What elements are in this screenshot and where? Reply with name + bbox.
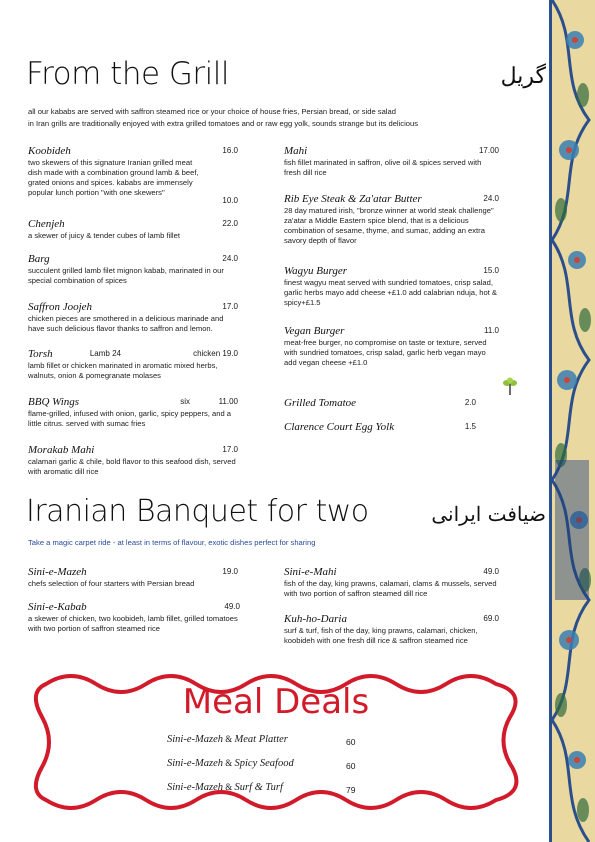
item-name: Chenjeh bbox=[28, 218, 65, 230]
item-price: 16.0 bbox=[222, 146, 238, 155]
item-desc: calamari garlic & chile, bold flavor to this seafood dish, served with aromatic dill rice bbox=[28, 457, 236, 476]
item-desc: two skewers of this signature Iranian grilled meat dish made with a combination ground lamb & beef, grated onions and spices. kababs are immensely popular lunch portion "with one skewers" bbox=[28, 158, 199, 197]
item-price: 19.0 bbox=[222, 567, 238, 576]
item-desc: flame-grilled, infused with onion, garlic, spicy peppers, and a little citrus. served with sumac fries bbox=[28, 409, 232, 428]
item-price: 24.0 bbox=[483, 194, 499, 203]
item-price: 15.0 bbox=[483, 266, 499, 275]
deal-item-a: Sini-e-Mazeh bbox=[167, 734, 223, 745]
deal-row bbox=[167, 758, 294, 769]
menu-item bbox=[284, 613, 499, 646]
deal-amp: & bbox=[222, 782, 235, 792]
item-name: Kuh-ho-Daria bbox=[284, 613, 347, 625]
item-desc: chicken pieces are smothered in a delicious marinade and have such delicious flavor thanks to saffron and lemon. bbox=[28, 314, 224, 333]
item-name: Sini-e-Kabab bbox=[28, 601, 87, 613]
item-name: Saffron Joojeh bbox=[28, 301, 93, 313]
banquet-tagline: Take a magic carpet ride - at least in terms of flavour, exotic dishes perfect for sharing bbox=[28, 538, 316, 547]
grill-intro-line-1: all our kababs are served with saffron steamed rice or your choice of house fries, Persian bread, or side salad bbox=[28, 107, 396, 116]
item-name: Torsh bbox=[28, 348, 53, 360]
deal-item-a: Sini-e-Mazeh bbox=[167, 758, 223, 769]
item-price: 69.0 bbox=[483, 614, 499, 623]
item-price: 11.00 bbox=[218, 397, 238, 406]
item-desc: a skewer of chicken, two koobideh, lamb fillet, grilled tomatoes with two portion of saffron steamed rice bbox=[28, 614, 238, 633]
item-price: 2.0 bbox=[464, 398, 476, 407]
grill-title: From the Grill bbox=[26, 56, 229, 92]
menu-item bbox=[28, 566, 238, 589]
item-desc: surf & turf, fish of the day, king prawns, calamari, chicken, koobideh with one fresh dill rice & saffron steamed rice bbox=[284, 626, 478, 645]
deal-item-a: Sini-e-Mazeh bbox=[167, 782, 223, 793]
deal-amp: & bbox=[222, 758, 235, 768]
item-name: Rib Eye Steak & Za'atar Butter bbox=[284, 193, 422, 205]
item-price: 49.0 bbox=[483, 567, 499, 576]
item-name: Sini-e-Mazeh bbox=[28, 566, 87, 578]
item-desc: 28 day matured irish, "bronze winner at world steak challenge" za'atar a Middle Eastern spice blend, that is a delicious combination of sesame, thyme, and sumac, adding an extra savory depth of flavor bbox=[284, 206, 494, 245]
menu-item bbox=[28, 145, 238, 205]
item-desc: fish fillet marinated in saffron, olive oil & spices served with fresh dill rice bbox=[284, 158, 482, 177]
item-desc: fish of the day, king prawns, calamari, clams & mussels, served with two portion of saffron steamed dill rice bbox=[284, 579, 497, 598]
item-name: Barg bbox=[28, 253, 50, 265]
menu-item bbox=[28, 601, 240, 634]
tile-border-decoration bbox=[549, 0, 595, 842]
item-price-chicken: chicken 19.0 bbox=[193, 349, 238, 358]
deal-item-b: Surf & Turf bbox=[234, 782, 283, 793]
item-name: Mahi bbox=[284, 145, 308, 157]
item-price: 49.0 bbox=[224, 602, 240, 611]
item-name: Clarence Court Egg Yolk bbox=[284, 421, 395, 433]
menu-item bbox=[28, 218, 238, 241]
menu-item bbox=[284, 397, 476, 409]
item-lunch-price: 10.0 bbox=[222, 196, 238, 205]
deal-amp: & bbox=[222, 734, 235, 744]
banquet-persian-title: ضیافت ایرانی bbox=[431, 502, 546, 526]
deal-price: 60 bbox=[346, 761, 356, 771]
menu-item bbox=[284, 145, 499, 178]
item-name: Vegan Burger bbox=[284, 325, 345, 337]
menu-item bbox=[284, 325, 499, 368]
grill-persian-title: گریل bbox=[500, 64, 546, 89]
item-desc: lamb fillet or chicken marinated in aromatic mixed herbs, walnuts, onion & pomegranate molases bbox=[28, 361, 218, 380]
deal-item-b: Spicy Seafood bbox=[234, 758, 294, 769]
item-desc: finest wagyu meat served with sundried tomatoes, crisp salad, garlic herbs mayo add cheese +£1.0 add calabrian nduja, hot & spicy+£1.5 bbox=[284, 278, 497, 307]
item-price: 22.0 bbox=[222, 219, 238, 228]
menu-item bbox=[284, 265, 499, 308]
item-desc: meat-free burger, no compromise on taste or texture, served with sundried tomatoes, crisp salad, garlic herb vegan mayo add vegan cheese +£1.0 bbox=[284, 338, 487, 367]
menu-item bbox=[284, 421, 476, 433]
item-qty: six bbox=[180, 397, 190, 406]
item-price: 17.00 bbox=[478, 146, 499, 155]
deal-row bbox=[167, 734, 288, 745]
deal-item-b: Meat Platter bbox=[234, 734, 288, 745]
deal-price: 60 bbox=[346, 737, 356, 747]
menu-item bbox=[28, 348, 238, 381]
item-name: Grilled Tomatoe bbox=[284, 397, 357, 409]
item-price: 17.0 bbox=[222, 302, 238, 311]
grill-intro-line-2: in Iran grills are traditionally enjoyed with extra grilled tomatoes and or raw egg yolk, sounds strange but its delicious bbox=[28, 119, 419, 128]
item-price-lamb: Lamb 24 bbox=[89, 349, 121, 358]
menu-item bbox=[28, 396, 238, 429]
item-desc: succulent grilled lamb filet mignon kabab, marinated in our special combination of spices bbox=[28, 266, 224, 285]
meal-deals-title: Meal Deals bbox=[182, 682, 370, 722]
item-name: BBQ Wings bbox=[28, 396, 80, 408]
banquet-title: Iranian Banquet for two bbox=[26, 494, 369, 529]
menu-item bbox=[28, 301, 238, 334]
item-name: Sini-e-Mahi bbox=[284, 566, 337, 578]
item-name: Koobideh bbox=[28, 145, 71, 157]
menu-item bbox=[28, 253, 238, 286]
item-price: 17.0 bbox=[222, 445, 238, 454]
menu-item bbox=[284, 566, 499, 599]
item-name: Wagyu Burger bbox=[284, 265, 348, 277]
vegan-leaf-icon bbox=[502, 377, 518, 397]
item-price: 11.0 bbox=[484, 326, 499, 335]
deal-row bbox=[167, 782, 283, 793]
deal-price: 79 bbox=[346, 785, 356, 795]
item-desc: chefs selection of four starters with Persian bread bbox=[28, 579, 195, 588]
item-price: 1.5 bbox=[464, 422, 476, 431]
menu-item bbox=[28, 444, 238, 477]
item-price: 24.0 bbox=[222, 254, 238, 263]
item-desc: a skewer of juicy & tender cubes of lamb fillet bbox=[28, 231, 180, 240]
menu-item bbox=[284, 193, 499, 246]
item-name: Morakab Mahi bbox=[28, 444, 95, 456]
